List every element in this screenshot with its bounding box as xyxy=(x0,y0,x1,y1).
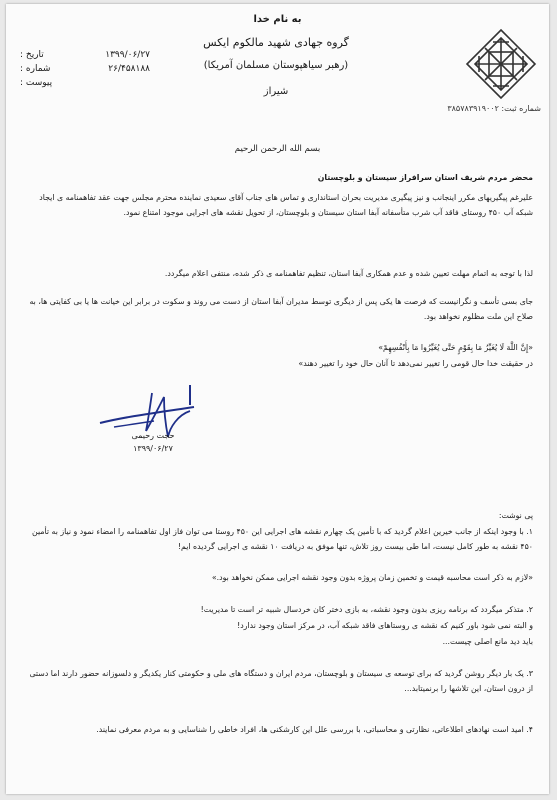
attachment-row xyxy=(20,76,150,90)
number-value: ۲۶/۴۵۸۱۸۸ xyxy=(108,64,150,74)
paragraph-2: لذا با توجه به اتمام مهلت تعیین شده و عدم همکاری آبفا استان، تنظیم تفاهمنامه ی ذکر شده، منتفی اعلام میگردد. xyxy=(164,269,533,278)
organization-name: گروه جهادی شهید مالکوم ایکس xyxy=(203,36,349,49)
footnote-2-line-1: ۲. متذکر میگردد که برنامه ریزی بدون وجود نقشه، به بازی دختر کان خردسال شبیه تر است تا مدیریت! xyxy=(200,605,533,614)
organization-logo xyxy=(465,28,537,100)
signer-name: حجت رحیمی xyxy=(131,431,175,440)
top-basmala: به نام خدا xyxy=(253,14,302,25)
organization-subtitle: (رهبر سیاهپوستان مسلمان آمریکا) xyxy=(203,60,349,71)
registration-number: شماره ثبت: ۳۸۵۷۸۳۹۱۹۰۰۲ xyxy=(447,104,541,113)
date-value: ۱۳۹۹/۰۶/۲۷ xyxy=(105,50,150,60)
footnote-1: ۱. با وجود اینکه از جانب خیرین اعلام گردید که با تأمین یک چهارم نقشه های اجرایی این ۴۵۰ روستا می توان فاز اول تفاهمنامه را امضاء نمود و نیاز به تأمین ۴۵۰ نقشه به طور کامل نیست، اما طی بیست روز تلاش، تنها موفق به دریافت ۱۰ نقشه ی اجرایی گردیده ایم! xyxy=(32,527,533,551)
footnote-1-note: «لازم به ذکر است محاسبه قیمت و تخمین زمان پروژه بدون وجود نقشه اجرایی ممکن نخواهد بود.» xyxy=(211,573,533,582)
attachment-label: پیوست : xyxy=(20,78,53,88)
footnote-4: ۴. امید است نهادهای اطلاعاتی، نظارتی و محاسباتی، با بررسی علل این کارشکنی ها، افراد خاطی را شناسایی و به مردم معرفی نمایند. xyxy=(96,725,533,734)
body-basmala: بسم الله الرحمن الرحیم xyxy=(234,144,321,154)
signature-date: ۱۳۹۹/۰۶/۲۷ xyxy=(133,444,173,453)
organization-city: شیراز xyxy=(263,86,289,97)
paragraph-1: علیرغم پیگیریهای مکرر اینجانب و نیز پیگیری مدیریت بحران استانداری و تماس های جناب آقای سعیدی نماینده محترم مجلس جهت عقد تفاهمنامه ی ایجاد شبکه آب ۴۵۰ روستای فاقد آب شرب متأسفانه آبفا استان سیستان و بلوچستان، از تحویل نقشه های اجرایی موجود امتناع نمود. xyxy=(39,193,533,217)
letter-page xyxy=(6,4,549,794)
letter-meta xyxy=(20,48,150,90)
date-row xyxy=(20,48,150,62)
footnote-2-line-3: باید دید مانع اصلی چیست... xyxy=(442,637,533,646)
salutation: محضر مردم شریف استان سرافراز سیستان و بلوچستان xyxy=(317,173,533,182)
footnote-2-line-2: و البته نمی شود باور کنیم که نقشه ی روستاهای فاقد شبکه آب، در مرکز استان وجود ندارد! xyxy=(237,621,533,630)
footnotes-heading: پی نوشت: xyxy=(498,511,533,520)
quran-verse: «إِنَّ اللَّهَ لَا يُغَيِّرُ مَا بِقَوْمٍ حَتَّى يُغَيِّرُوا مَا بِأَنْفُسِهِمْ» xyxy=(378,343,533,352)
signature-mark xyxy=(184,384,196,406)
footnote-3: ۳. یک بار دیگر روشن گردید که برای توسعه ی سیستان و بلوچستان، مردم ایران و دستگاه های ملی و حکومتی کنار یکدیگر و دلسوزانه حضور دارند اما دستی از درون استان، این تلاشها را برنمیتابد... xyxy=(29,669,533,693)
verse-translation: در حقیقت خدا حال قومی را تغییر نمی‌دهد تا آنان حال خود را تغییر دهند» xyxy=(298,359,533,368)
number-row xyxy=(20,62,150,76)
number-label: شماره : xyxy=(20,64,51,74)
paragraph-3: جای بسی تأسف و نگرانیست که فرصت ها یکی پس از دیگری توسط مدیران آبفا استان از دست می روند و سکوت در برابر این خیانت ها یا بی کفایتی ها، به صلاح این ملت مظلوم نخواهد بود. xyxy=(29,297,533,321)
date-label: تاریخ : xyxy=(20,50,44,60)
